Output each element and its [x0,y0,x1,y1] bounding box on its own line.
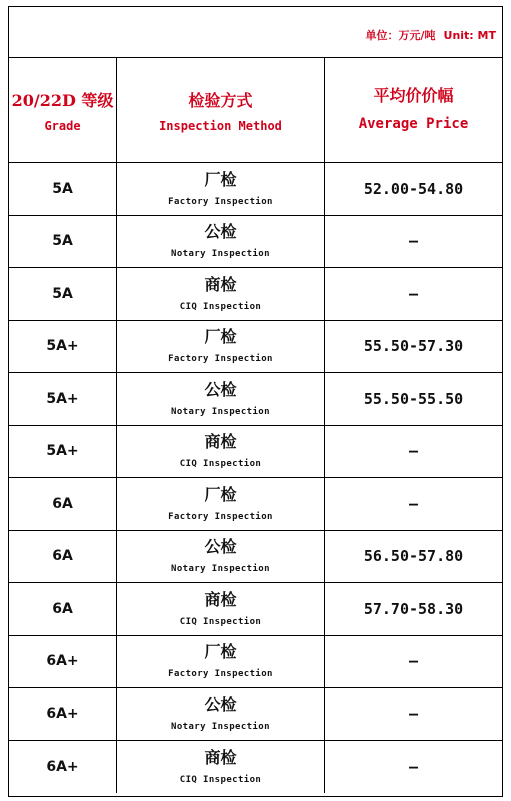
unit-label [365,27,496,43]
price-cell [325,216,502,268]
grade-cell [9,426,117,478]
grade-value: 6A+ [46,705,79,722]
method-cell [117,583,325,635]
method-cell [117,373,325,425]
method-zh: 商检 [204,432,237,452]
method-cell [117,163,325,215]
price-value: – [408,442,419,461]
method-en: Notary Inspection [171,721,270,732]
price-table [8,6,503,797]
grade-value: 6A+ [46,653,79,670]
method-en: Notary Inspection [171,249,270,260]
price-cell [325,478,502,530]
method-cell [117,216,325,268]
method-en: Factory Inspection [168,354,273,365]
price-value: 55.50-57.30 [363,337,464,356]
price-value: 55.50-55.50 [363,389,464,408]
header-method [117,58,325,162]
price-value: – [408,704,419,723]
unit-label-en: Unit: MT [443,29,496,42]
grade-cell [9,163,117,215]
method-cell [117,321,325,373]
method-zh: 厂检 [204,484,237,504]
method-cell [117,478,325,530]
table-row [9,741,502,794]
table-header [9,58,502,163]
price-cell [325,688,502,740]
grade-value: 6A+ [46,758,79,775]
price-cell [325,426,502,478]
method-en: Notary Inspection [171,406,270,417]
price-cell [325,321,502,373]
price-value: – [408,652,419,671]
method-en: Notary Inspection [171,564,270,575]
grade-value: 5A [52,233,73,250]
grade-cell [9,216,117,268]
price-value: – [408,284,419,303]
grade-cell [9,741,117,794]
price-cell [325,163,502,215]
grade-cell [9,636,117,688]
grade-value: 6A [52,548,73,565]
method-cell [117,688,325,740]
method-cell [117,636,325,688]
price-value: – [408,232,419,251]
table-row [9,163,502,216]
price-cell [325,531,502,583]
table-row [9,583,502,636]
price-cell [325,636,502,688]
header-grade [9,58,117,162]
grade-cell [9,688,117,740]
method-zh: 公检 [204,694,237,714]
method-zh: 商检 [204,274,237,294]
method-en: CIQ Inspection [179,459,262,470]
price-value: 57.70-58.30 [363,599,464,618]
grade-cell [9,583,117,635]
method-en: Factory Inspection [168,669,273,680]
method-zh: 公检 [204,537,237,557]
grade-cell [9,478,117,530]
header-price-en: Average Price [358,115,469,132]
method-zh: 厂检 [204,642,237,662]
method-zh: 公检 [204,379,237,399]
method-zh: 厂检 [204,327,237,347]
price-cell [325,268,502,320]
header-method-zh: 检验方式 [188,90,253,110]
header-grade-zh: 20/22D 等级 [11,90,114,110]
method-zh: 商检 [204,747,237,767]
method-en: Factory Inspection [168,511,273,522]
header-price [325,58,502,162]
grade-cell [9,268,117,320]
price-value: 56.50-57.80 [363,547,464,566]
method-cell [117,426,325,478]
method-cell [117,268,325,320]
table-row [9,531,502,584]
method-zh: 公检 [204,222,237,242]
method-zh: 厂检 [204,169,237,189]
header-grade-en: Grade [44,118,81,133]
method-en: CIQ Inspection [179,616,262,627]
grade-cell [9,321,117,373]
price-cell [325,741,502,794]
table-body [9,163,502,793]
method-cell [117,741,325,794]
grade-value: 6A [52,495,73,512]
method-en: Factory Inspection [168,196,273,207]
method-en: CIQ Inspection [179,301,262,312]
method-en: CIQ Inspection [179,774,262,785]
method-zh: 商检 [204,589,237,609]
header-price-zh: 平均价价幅 [373,85,454,105]
grade-value: 5A [52,285,73,302]
price-value: – [408,757,419,776]
grade-cell [9,531,117,583]
grade-value: 6A [52,600,73,617]
table-row [9,636,502,689]
table-row [9,216,502,269]
table-row [9,688,502,741]
price-value: 52.00-54.80 [363,179,464,198]
table-row [9,426,502,479]
unit-label-zh: 单位：万元/吨 [365,29,436,42]
table-row [9,478,502,531]
header-method-en: Inspection Method [159,118,282,133]
table-row [9,321,502,374]
grade-value: 5A+ [46,390,79,407]
unit-row [9,7,502,58]
price-cell [325,583,502,635]
price-value: – [408,494,419,513]
grade-value: 5A [52,180,73,197]
grade-value: 5A+ [46,443,79,460]
table-row [9,373,502,426]
grade-cell [9,373,117,425]
method-cell [117,531,325,583]
table-row [9,268,502,321]
price-cell [325,373,502,425]
grade-value: 5A+ [46,338,79,355]
